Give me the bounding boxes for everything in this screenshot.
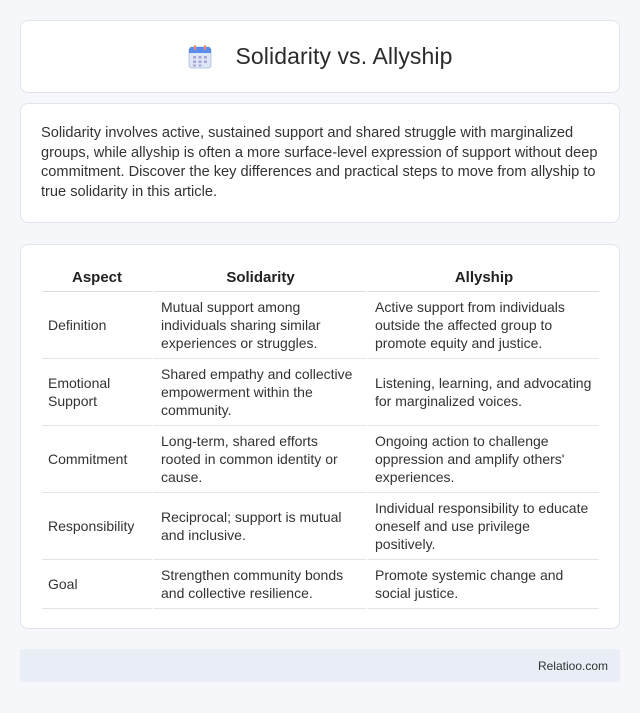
comparison-card [20,244,620,629]
table-row [42,426,599,493]
title-wrap [187,43,452,70]
row-solidarity: Mutual support among individuals sharing similar experiences or struggles. [152,292,366,359]
footer-brand[interactable]: Relatioo.com [537,658,608,673]
header-aspect: Aspect [42,265,152,292]
row-aspect: Goal [42,560,152,609]
intro-text: Solidarity involves active, sustained support and shared struggle with marginalized groups, while allyship is often a more surface-level expression of support without deep commitment. Discover the key differences and practical steps to move from allyship to true solidarity in this article. [41,125,598,200]
title-card [20,20,620,93]
row-aspect: Definition [42,292,152,359]
header-solidarity: Solidarity [152,265,366,292]
table-row [42,292,599,359]
row-allyship: Individual responsibility to educate oneself and use privilege positively. [366,493,599,560]
row-allyship: Promote systemic change and social justice. [366,560,599,609]
footer-bar [20,649,620,682]
table-row [42,359,599,426]
comparison-table [42,265,599,609]
intro-card [20,103,620,223]
row-allyship: Active support from individuals outside the affected group to promote equity and justice. [366,292,599,359]
calendar-icon [187,44,213,70]
row-solidarity: Long-term, shared efforts rooted in common identity or cause. [152,426,366,493]
row-solidarity: Shared empathy and collective empowerment within the community. [152,359,366,426]
row-solidarity: Reciprocal; support is mutual and inclusive. [152,493,366,560]
table-row [42,493,599,560]
row-aspect: Emotional Support [42,359,152,426]
row-aspect: Commitment [42,426,152,493]
row-allyship: Listening, learning, and advocating for marginalized voices. [366,359,599,426]
row-allyship: Ongoing action to challenge oppression and amplify others' experiences. [366,426,599,493]
page-title: Solidarity vs. Allyship [235,43,453,69]
table-row [42,560,599,609]
header-allyship: Allyship [366,265,599,292]
row-aspect: Responsibility [42,493,152,560]
table-header-row [42,265,599,292]
row-solidarity: Strengthen community bonds and collective resilience. [152,560,366,609]
